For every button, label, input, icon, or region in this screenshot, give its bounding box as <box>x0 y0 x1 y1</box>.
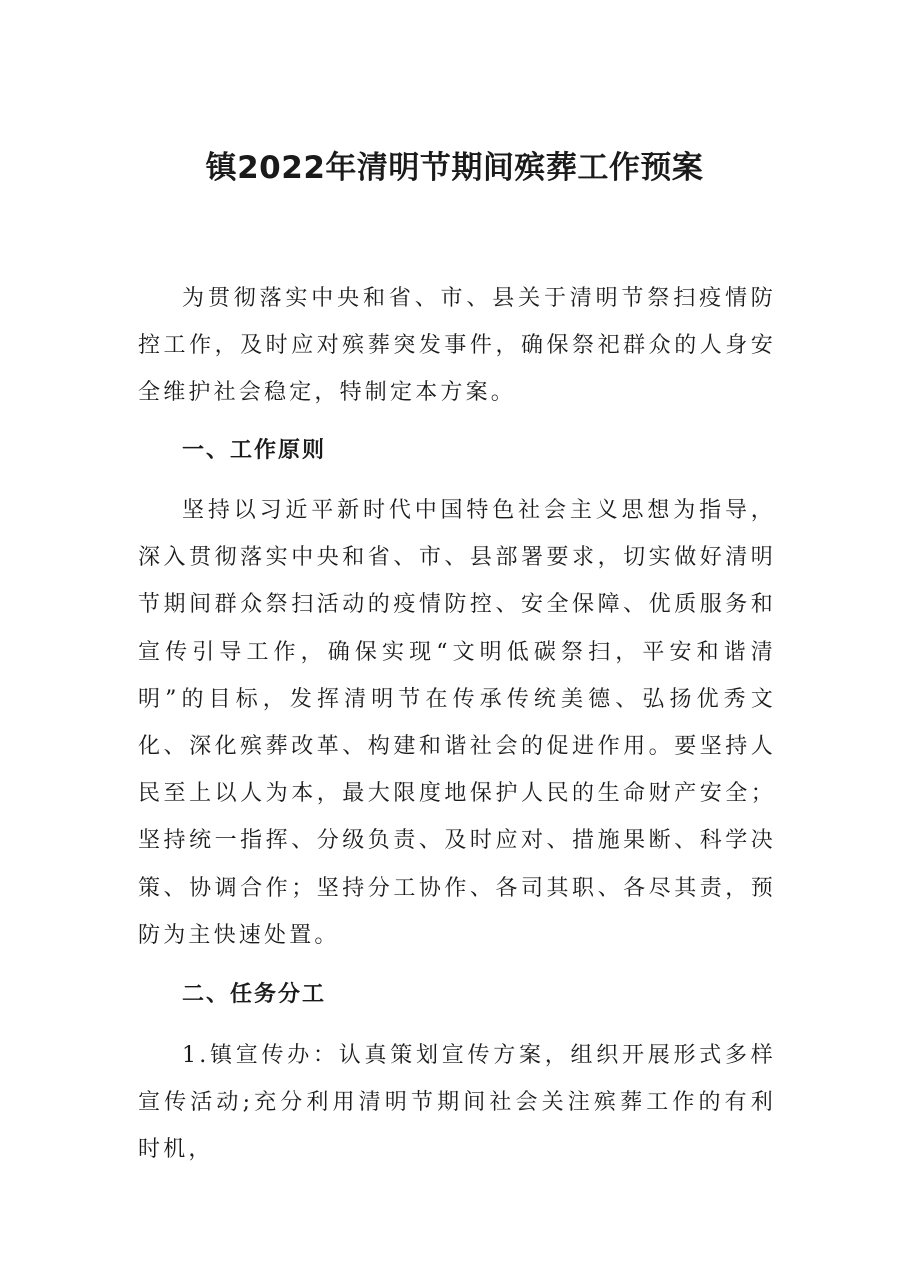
task-item-paragraph: 1.镇宣传办：认真策划宣传方案，组织开展形式多样宣传活动;充分利用清明节期间社会关注殡葬工作的有利时机， <box>138 1043 776 1163</box>
principles-paragraph: 坚持以习近平新时代中国特色社会主义思想为指导，深入贯彻落实中央和省、市、县部署要求，切实做好清明节期间群众祭扫活动的疫情防控、安全保障、优质服务和宣传引导工作，确保实现“文明低碳祭扫，平安和谐清明”的目标，发挥清明节在传承传统美德、弘扬优秀文化、深化殡葬改革、构建和谐社会的促进作用。要坚持人民至上以人为本，最大限度地保护人民的生命财产安全；坚持统一指挥、分级负责、及时应对、措施果断、科学决策、协调合作；坚持分工协作、各司其职、各尽其责，预防为主快速处置。 <box>138 498 776 948</box>
intro-paragraph: 为贯彻落实中央和省、市、县关于清明节祭扫疫情防控工作，及时应对殡葬突发事件，确保祭祀群众的人身安全维护社会稳定，特制定本方案。 <box>138 286 776 406</box>
document-title: 镇2022年清明节期间殡葬工作预案 <box>205 150 704 186</box>
section-heading-principles: 一、工作原则 <box>182 438 327 463</box>
section-heading-tasks: 二、任务分工 <box>182 982 327 1007</box>
